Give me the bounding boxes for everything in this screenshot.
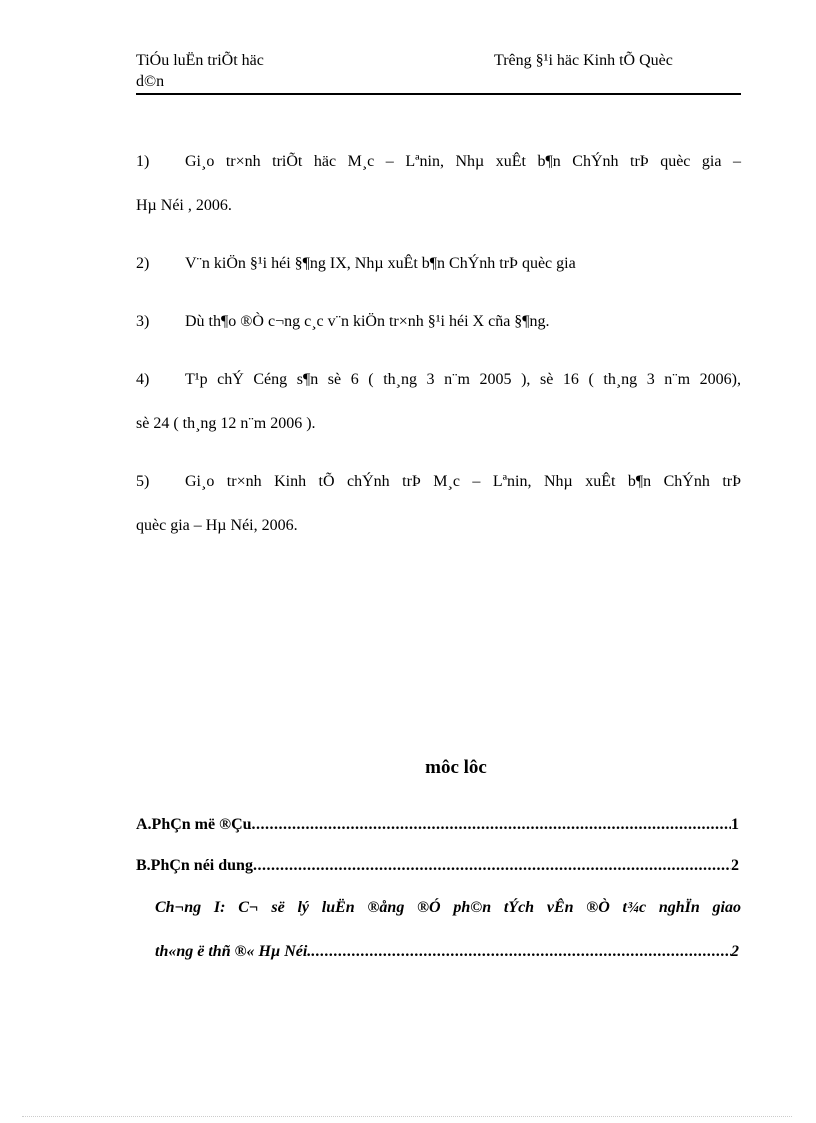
reference-number: 5): [136, 473, 150, 490]
toc-leader-dots: [311, 941, 731, 963]
reference-text-line1: Dù th¶o ®Ò c¬ng c¸c v¨n kiÖn tr×nh §¹i héi X cña §¶ng.: [185, 313, 550, 330]
reference-item: [136, 300, 741, 344]
toc-entry-label: B.PhÇn néi dung: [136, 857, 253, 874]
toc-entry-label: A.PhÇn më ®Çu: [136, 816, 252, 833]
reference-item: [136, 140, 741, 228]
header-left-line1: TiÓu luËn triÕt häc: [136, 52, 264, 69]
reference-text-line1: T¹p chÝ Céng s¶n sè 6 ( th¸ng 3 n¨m 2005 ), sè 16 ( th¸ng 3 n¨m 2006),: [185, 371, 741, 388]
reference-text-line1: Gi¸o tr×nh Kinh tÕ chÝnh trÞ M¸c – Lªnin, Nhµ xuÊt b¶n ChÝnh trÞ: [185, 473, 741, 490]
reference-text-line1: V¨n kiÖn §¹i héi §¶ng IX, Nhµ xuÊt b¶n ChÝnh trÞ quèc gia: [185, 255, 576, 272]
reference-text-line2: Hµ Néi , 2006.: [136, 197, 232, 214]
reference-item: [136, 460, 741, 548]
toc-leader-dots: [252, 814, 731, 836]
reference-text-line2: quèc gia – Hµ Néi, 2006.: [136, 517, 298, 534]
header-rule: [136, 93, 741, 95]
toc-chapter-line1[interactable]: Ch¬ng I: C¬ së lý luËn ®ång ®Ó ph©n tÝch vÊn ®Ò t¾c nghÏn giao: [155, 899, 741, 916]
toc-leader-dots: [253, 855, 731, 877]
toc-title: môc lôc: [425, 757, 487, 778]
reference-text-line2: sè 24 ( th¸ng 12 n¨m 2006 ).: [136, 415, 316, 432]
toc-entry-page: 2: [731, 857, 739, 874]
toc-chapter-line2[interactable]: [155, 941, 739, 963]
toc-chapter-label: th«ng ë thñ ®« Hµ Néi.: [155, 943, 312, 960]
reference-number: 2): [136, 255, 150, 272]
toc-entry-page: 1: [731, 816, 739, 833]
reference-text-line1: Gi¸o tr×nh triÕt häc M¸c – Lªnin, Nhµ xuÊt b¶n ChÝnh trÞ quèc gia –: [185, 153, 741, 170]
header-left-line2: d©n: [136, 73, 165, 90]
reference-number: 1): [136, 153, 150, 170]
header-right: Trêng §¹i häc Kinh tÕ Quèc: [494, 52, 673, 69]
reference-item: [136, 358, 741, 446]
reference-number: 4): [136, 371, 150, 388]
toc-chapter-page: 2: [731, 943, 739, 960]
page-bottom-border: [22, 1116, 792, 1117]
toc-entry[interactable]: [136, 855, 739, 877]
reference-number: 3): [136, 313, 150, 330]
toc-entry[interactable]: [136, 814, 739, 836]
reference-list: [136, 140, 741, 548]
reference-item: [136, 242, 741, 286]
header-left: [136, 50, 336, 92]
